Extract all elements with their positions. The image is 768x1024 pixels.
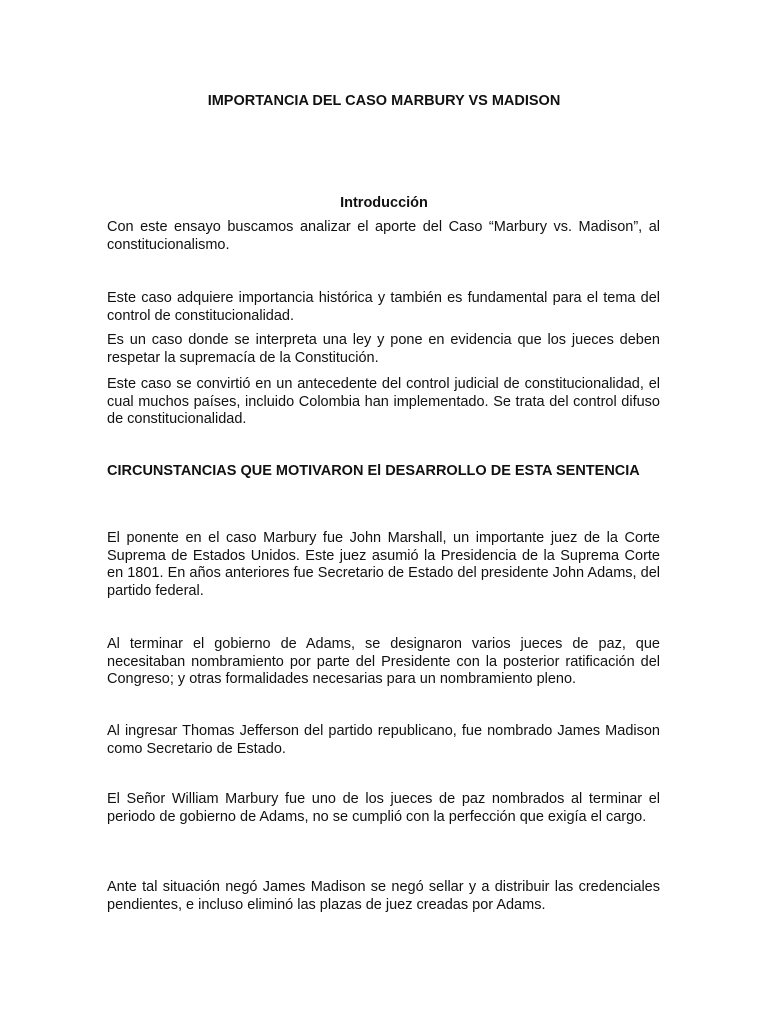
paragraph-intro-2: Este caso adquiere importancia histórica y también es fundamental para el tema del control de constitucionalidad. [107,290,660,324]
paragraph-body-3: Al ingresar Thomas Jefferson del partido republicano, fue nombrado James Madison como Secretario de Estado. [107,723,660,757]
paragraph-body-1: El ponente en el caso Marbury fue John Marshall, un importante juez de la Corte Suprema de Estados Unidos. Este juez asumió la Presidencia de la Suprema Corte en 1801. En años anteriores fue Secretario de Estado del presidente John Adams, del partido federal. [107,530,660,599]
paragraph-intro-4: Este caso se convirtió en un antecedente del control judicial de constitucionalidad, el cual muchos países, incluido Colombia han implementado. Se trata del control difuso de constitucionalidad. [107,376,660,428]
paragraph-intro-1: Con este ensayo buscamos analizar el aporte del Caso “Marbury vs. Madison”, al constitucionalismo. [107,219,660,253]
paragraph-body-4: El Señor William Marbury fue uno de los jueces de paz nombrados al terminar el periodo de gobierno de Adams, no se cumplió con la perfección que exigía el cargo. [107,791,660,825]
section-heading: CIRCUNSTANCIAS QUE MOTIVARON El DESARROLLO DE ESTA SENTENCIA [107,463,640,479]
paragraph-body-2: Al terminar el gobierno de Adams, se designaron varios jueces de paz, que necesitaban nombramiento por parte del Presidente con la posterior ratificación del Congreso; y otras formalidades necesarias para un nombramiento pleno. [107,636,660,688]
paragraph-intro-3: Es un caso donde se interpreta una ley y pone en evidencia que los jueces deben respetar la supremacía de la Constitución. [107,332,660,366]
document-title: IMPORTANCIA DEL CASO MARBURY VS MADISON [207,93,561,109]
intro-heading: Introducción [340,195,428,211]
paragraph-body-5: Ante tal situación negó James Madison se negó sellar y a distribuir las credenciales pendientes, e incluso eliminó las plazas de juez creadas por Adams. [107,879,660,913]
